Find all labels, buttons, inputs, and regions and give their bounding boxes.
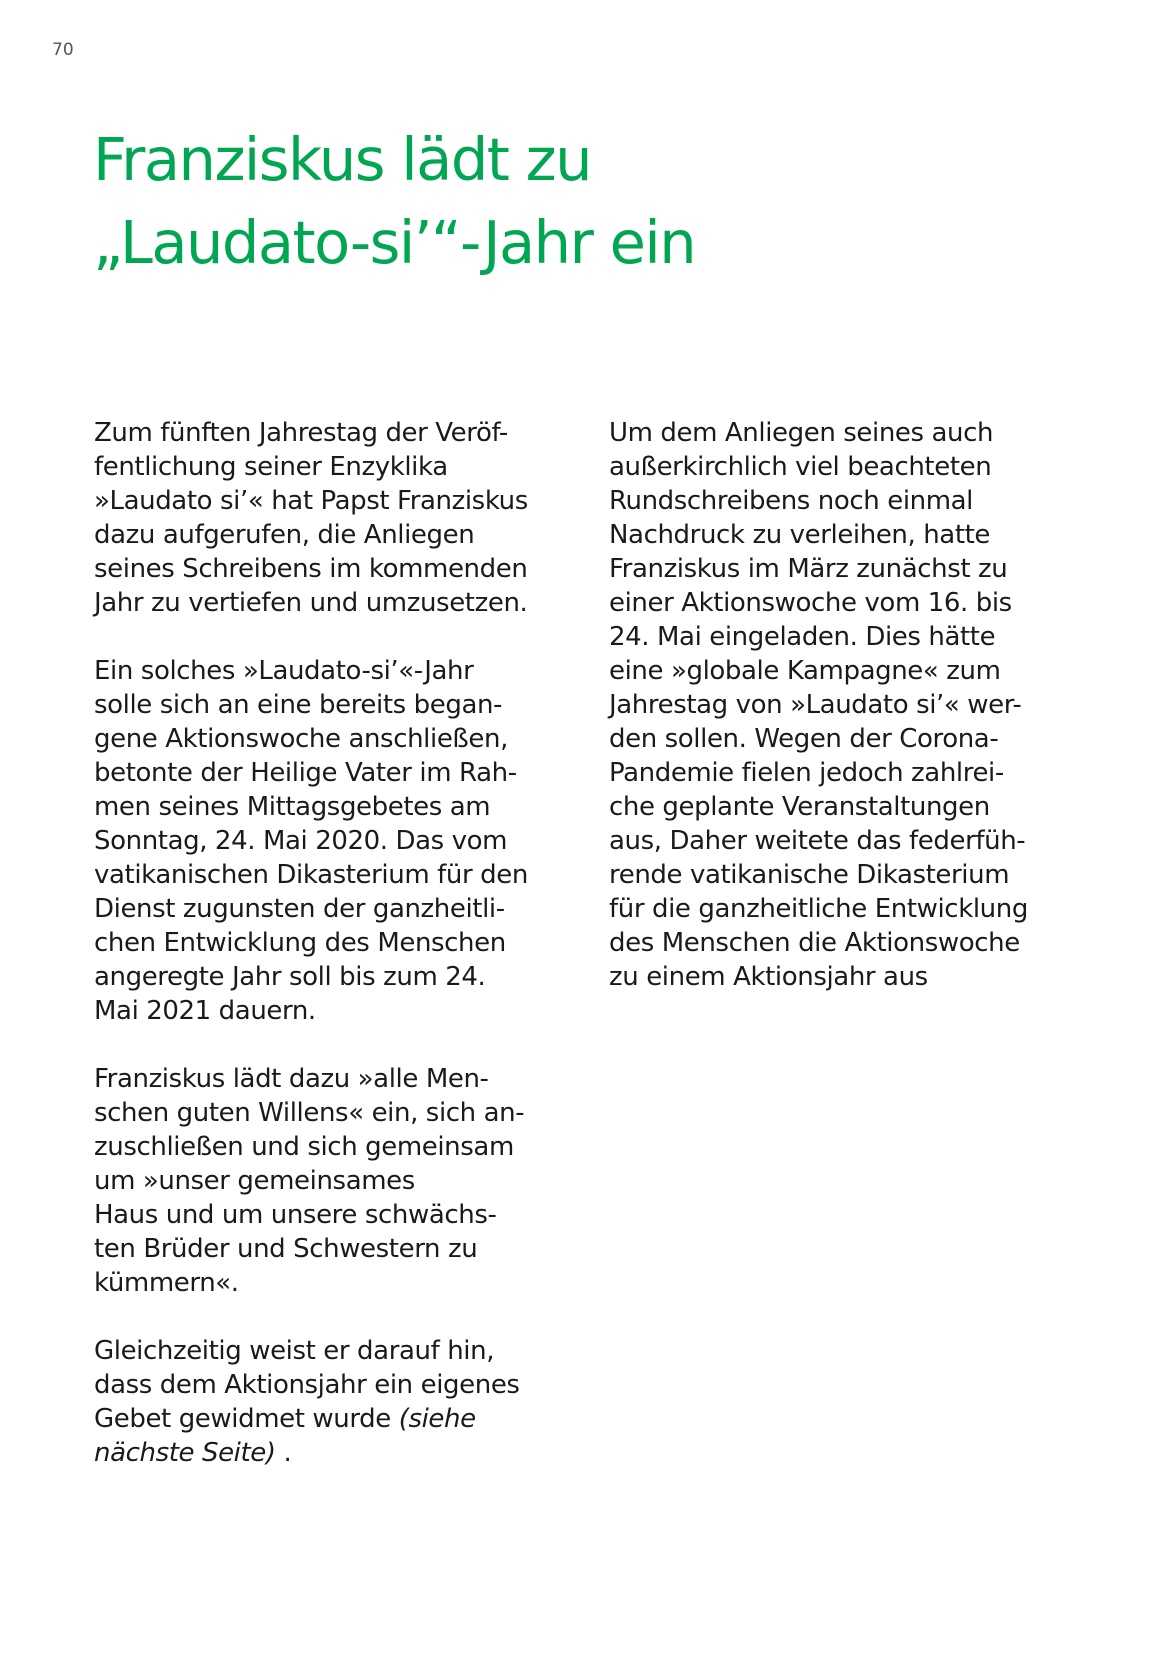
paragraph-3 bbox=[94, 1062, 564, 1300]
text-line: Zum fünften Jahrestag der Veröf- bbox=[94, 418, 508, 448]
text-line: angeregte Jahr soll bis zum 24. bbox=[94, 962, 486, 992]
paragraph-1 bbox=[94, 416, 564, 620]
text-line bbox=[94, 1436, 564, 1470]
text-line: ten Brüder und Schwestern zu bbox=[94, 1234, 478, 1264]
text-line: solle sich an eine bereits began- bbox=[94, 690, 503, 720]
text-line: Rundschreibens noch einmal bbox=[609, 486, 974, 516]
text-line: rende vatikanische Dikasterium bbox=[609, 860, 1010, 890]
text-line: Mai 2021 dauern. bbox=[94, 996, 316, 1026]
left-column bbox=[94, 416, 564, 1504]
text-line: chen Entwicklung des Menschen bbox=[94, 928, 506, 958]
text-line: Um dem Anliegen seines auch bbox=[609, 418, 994, 448]
text-line: Dienst zugunsten der ganzheitli- bbox=[94, 894, 505, 924]
text-line: che geplante Veranstaltungen bbox=[609, 792, 990, 822]
text-line: für die ganzheitliche Entwicklung bbox=[609, 894, 1028, 924]
text-line: Jahr zu vertiefen und umzusetzen. bbox=[94, 588, 528, 618]
text-line: dazu aufgerufen, die Anliegen bbox=[94, 520, 475, 550]
page-reference-italic: (siehe bbox=[398, 1404, 476, 1434]
text-line bbox=[94, 1402, 564, 1436]
text-line: Jahrestag von »Laudato si’« wer- bbox=[609, 690, 1022, 720]
paragraph-2 bbox=[94, 654, 564, 1028]
title-line-2: „Laudato-si’“-Jahr ein bbox=[93, 208, 696, 277]
text-line: aus, Daher weitete das federfüh- bbox=[609, 826, 1026, 856]
page-number: 70 bbox=[52, 40, 74, 60]
text-line: men seines Mittagsgebetes am bbox=[94, 792, 491, 822]
text-line: gene Aktionswoche anschließen, bbox=[94, 724, 508, 754]
text-line: dass dem Aktionsjahr ein eigenes bbox=[94, 1370, 520, 1400]
text-line: Pandemie fielen jedoch zahlrei- bbox=[609, 758, 1004, 788]
text-line: Sonntag, 24. Mai 2020. Das vom bbox=[94, 826, 508, 856]
article-title bbox=[93, 118, 1093, 284]
text-line: einer Aktionswoche vom 16. bis bbox=[609, 588, 1012, 618]
text-line: Franziskus im März zunächst zu bbox=[609, 554, 1008, 584]
text-line: seines Schreibens im kommenden bbox=[94, 554, 528, 584]
text-fragment: Gebet gewidmet wurde bbox=[94, 1404, 399, 1434]
text-line: Franziskus lädt dazu »alle Men- bbox=[94, 1064, 489, 1094]
right-column bbox=[609, 416, 1089, 1028]
text-line: den sollen. Wegen der Corona- bbox=[609, 724, 999, 754]
text-line: betonte der Heilige Vater im Rah- bbox=[94, 758, 517, 788]
text-line: Gleichzeitig weist er darauf hin, bbox=[94, 1336, 495, 1366]
text-line: »Laudato si’« hat Papst Franziskus bbox=[94, 486, 528, 516]
text-line: Nachdruck zu verleihen, hatte bbox=[609, 520, 991, 550]
text-line: schen guten Willens« ein, sich an- bbox=[94, 1098, 525, 1128]
text-line: eine »globale Kampagne« zum bbox=[609, 656, 1001, 686]
text-line: kümmern«. bbox=[94, 1268, 239, 1298]
text-line: außerkirchlich viel beachteten bbox=[609, 452, 992, 482]
text-line: zuschließen und sich gemeinsam bbox=[94, 1132, 514, 1162]
text-line: Haus und um unsere schwächs- bbox=[94, 1200, 497, 1230]
text-line: fentlichung seiner Enzyklika bbox=[94, 452, 448, 482]
page-reference-italic: nächste Seite) bbox=[94, 1438, 276, 1468]
text-line: 24. Mai eingeladen. Dies hätte bbox=[609, 622, 996, 652]
text-fragment: . bbox=[275, 1438, 292, 1468]
text-line: vatikanischen Dikasterium für den bbox=[94, 860, 528, 890]
text-line: zu einem Aktionsjahr aus bbox=[609, 962, 928, 992]
text-line: des Menschen die Aktionswoche bbox=[609, 928, 1020, 958]
text-line: um »unser gemeinsames bbox=[94, 1166, 415, 1196]
title-line-1: Franziskus lädt zu bbox=[93, 125, 592, 194]
paragraph-5 bbox=[609, 416, 1089, 994]
text-line: Ein solches »Laudato-si’«-Jahr bbox=[94, 656, 474, 686]
paragraph-4 bbox=[94, 1334, 564, 1470]
